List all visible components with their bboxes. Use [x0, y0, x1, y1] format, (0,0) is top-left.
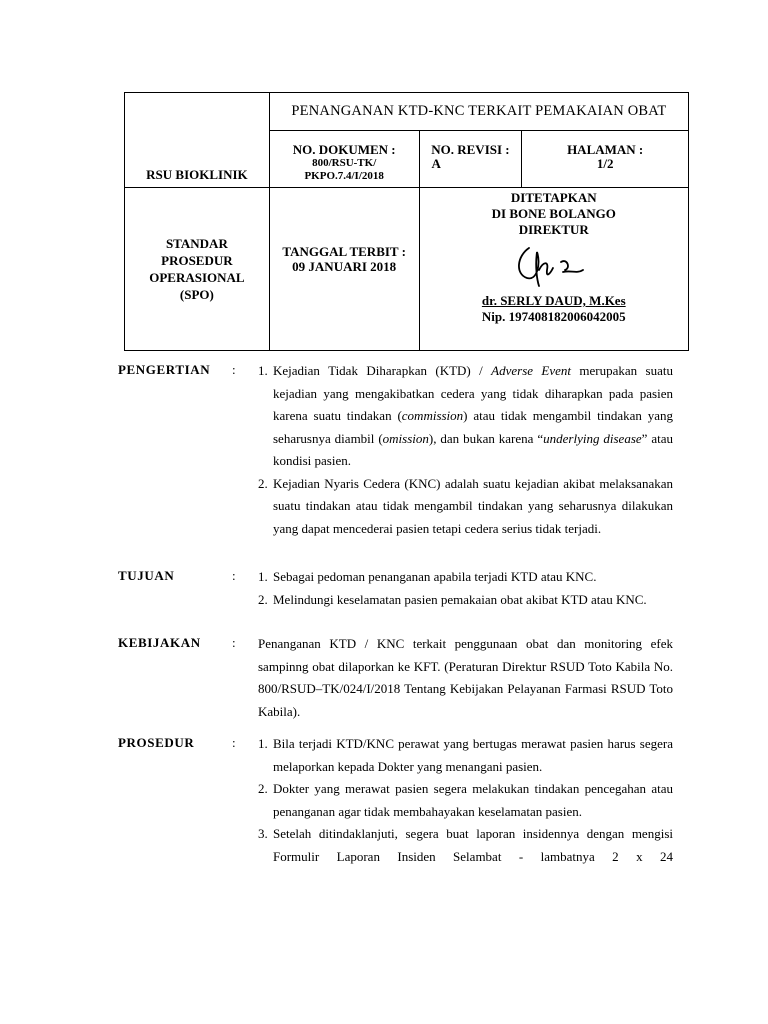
org-name: RSU BIOKLINIK	[125, 93, 270, 188]
list-text: Dokter yang merawat pasien segera melakukan tindakan pencegahan atau penanganan agar tidak membahayakan keselamatan pasien.	[273, 781, 673, 819]
approval-line2: DI BONE BOLANGO	[491, 206, 616, 221]
revision-label: NO. REVISI :	[431, 142, 510, 157]
revision-cell	[419, 131, 522, 188]
director-nip: Nip. 197408182006042005	[481, 309, 626, 324]
kebijakan-body: Penanganan KTD / KNC terkait penggunaan obat dan monitoring efek sampinng obat dilaporkan ke KFT. (Peraturan Direktur RSUD Toto Kabila No. 800/RSUD–TK/024/I/2018 Tentang Kebijakan Pelayanan Farmasi RSUD Toto Kabila).	[258, 636, 673, 719]
spo-line4: (SPO)	[179, 287, 214, 302]
document-number-label: NO. DOKUMEN :	[292, 142, 396, 157]
colon: :	[232, 362, 236, 377]
document-title: PENANGANAN KTD-KNC TERKAIT PEMAKAIAN OBAT	[269, 93, 688, 131]
spo-line2: PROSEDUR	[161, 253, 233, 268]
document-number-cell	[269, 131, 419, 188]
section-label-kebijakan: KEBIJAKAN	[118, 635, 201, 650]
colon: :	[232, 735, 236, 750]
pengertian-body	[258, 360, 673, 540]
spo-line1: STANDAR	[165, 236, 228, 251]
header-table	[124, 92, 689, 351]
list-text: Melindungi keselamatan pasien pemakaian obat akibat KTD atau KNC.	[273, 591, 647, 607]
list-number: 1.	[258, 363, 268, 378]
list-text: Kejadian Tidak Diharapkan (KTD) / Adverse Event merupakan suatu kejadian yang mengakibatkan cedera yang tidak diharapkan pada pasien karena suatu tindakan (commission) atau tidak mengambil tindakan yang seharusnya diambil (omission), dan bukan karena “underlying disease” atau kondisi pasien.	[273, 363, 674, 468]
list-item	[258, 733, 673, 778]
list-text: Sebagai pedoman penanganan apabila terjadi KTD atau KNC.	[273, 569, 597, 584]
list-item	[258, 589, 673, 612]
tujuan-body	[258, 566, 673, 611]
issue-date-cell	[269, 188, 419, 351]
section-label-tujuan: TUJUAN	[118, 568, 175, 583]
list-text: Setelah ditindaklanjuti, segera buat laporan insidennya dengan mengisi Formulir Laporan Insiden Selambat - lambatnya 2 x 24	[273, 826, 673, 864]
prosedur-body	[258, 733, 673, 868]
page-label: HALAMAN :	[567, 142, 644, 157]
document-number-line2: PKPO.7.4/I/2018	[304, 170, 384, 182]
page-value: 1/2	[596, 156, 614, 171]
list-item	[258, 360, 673, 473]
section-label-pengertian: PENGERTIAN	[118, 362, 211, 377]
page-cell	[522, 131, 689, 188]
approval-cell	[419, 188, 688, 351]
director-signature	[515, 240, 600, 290]
list-number: 1.	[258, 736, 268, 751]
list-number: 2.	[258, 781, 268, 796]
list-number: 2.	[258, 475, 268, 491]
list-number: 1.	[258, 569, 268, 584]
document-number-line1: 800/RSU-TK/	[312, 157, 377, 169]
revision-value: A	[431, 156, 441, 171]
colon: :	[232, 635, 236, 650]
spo-line3: OPERASIONAL	[149, 270, 245, 285]
list-item	[258, 473, 673, 541]
colon: :	[232, 568, 236, 583]
list-item	[258, 566, 673, 589]
list-text: Bila terjadi KTD/KNC perawat yang bertugas merawat pasien harus segera melaporkan kepada Dokter yang menangani pasien.	[273, 736, 673, 774]
list-number: 3.	[258, 826, 268, 841]
list-item	[258, 823, 673, 868]
section-label-prosedur: PROSEDUR	[118, 735, 195, 750]
spo-cell	[125, 188, 270, 351]
approval-line3: DIREKTUR	[518, 222, 589, 237]
director-name: dr. SERLY DAUD, M.Kes	[481, 293, 626, 308]
issue-date-value: 09 JANUARI 2018	[292, 259, 397, 274]
list-number: 2.	[258, 591, 268, 607]
approval-line1: DITETAPKAN	[510, 190, 597, 205]
issue-date-label: TANGGAL TERBIT :	[282, 244, 406, 259]
list-item	[258, 778, 673, 823]
list-text: Kejadian Nyaris Cedera (KNC) adalah suatu kejadian akibat melaksanakan suatu tindakan atau tidak mengambil tindakan yang seharusnya dilakukan yang dapat mencederai pasien tetapi cedera serius tidak terjadi.	[273, 475, 673, 536]
